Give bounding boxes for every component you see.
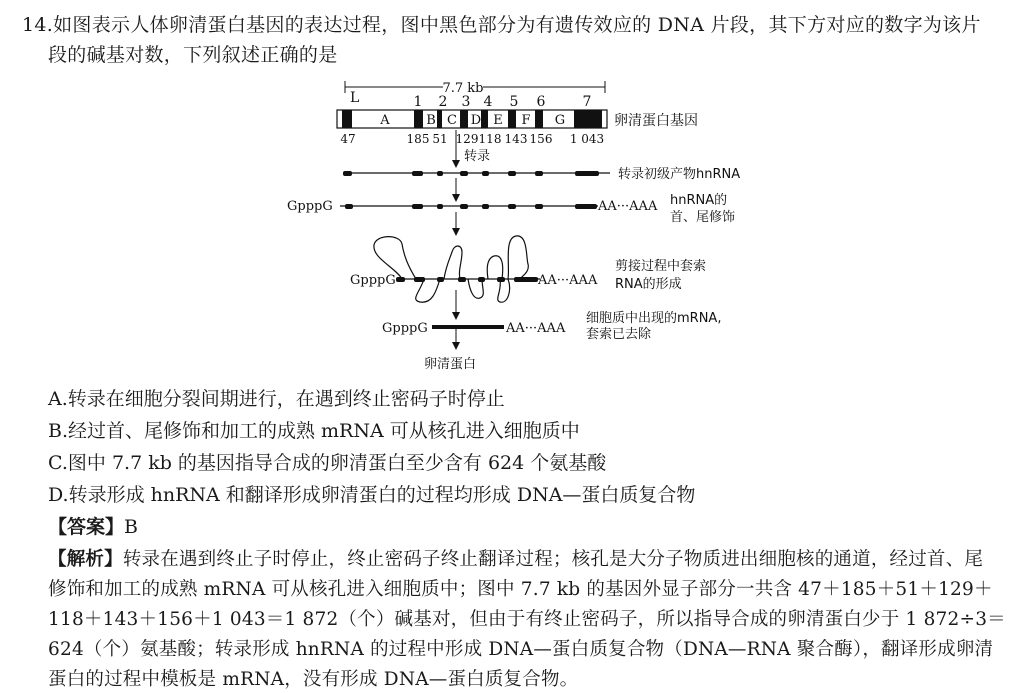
option-d: D.转录形成 hnRNA 和翻译形成卵清蛋白的过程均形成 DNA—蛋白质复合物 <box>48 484 696 506</box>
exon-5 <box>508 110 516 128</box>
exon-label-4: 4 <box>483 94 493 110</box>
modification-arrow <box>452 178 460 202</box>
exon-label-2: 2 <box>438 94 448 110</box>
mature-mrna <box>432 325 504 329</box>
exon-label-6: 6 <box>536 94 546 110</box>
option-a: A.转录在细胞分裂间期进行，在遇到终止密码子时停止 <box>48 388 505 410</box>
bp-2: 51 <box>432 132 448 146</box>
bp-7: 1 043 <box>569 132 605 146</box>
bp-1: 185 <box>406 132 430 146</box>
exon-label-5: 5 <box>509 94 519 110</box>
polya-1: AA···AAA <box>598 199 658 214</box>
exon-label-L: L <box>350 90 360 106</box>
hnrna-strand <box>343 171 610 176</box>
polya-2: AA···AAA <box>538 273 598 288</box>
exon-L <box>342 110 352 128</box>
option-b: B.经过首、尾修饰和加工的成熟 mRNA 可从核孔进入细胞质中 <box>48 420 580 442</box>
intron-C: C <box>447 113 457 128</box>
answer-label: 【答案】 <box>48 516 125 538</box>
modified-hnrna-strand <box>340 204 598 209</box>
hnrna-label: 转录初级产物hnRNA <box>618 167 741 182</box>
exon-7 <box>574 110 602 128</box>
cap-1: GpppG <box>287 199 333 214</box>
answer-value: B <box>124 516 138 538</box>
splicing-lariats <box>374 236 528 302</box>
exon-3 <box>460 110 468 128</box>
scale-label: 7.7 kb <box>442 81 484 96</box>
intron-G: G <box>554 113 566 128</box>
cap-3: GpppG <box>382 321 428 336</box>
intron-E: E <box>493 113 503 128</box>
mrna-label-2: 套索已去除 <box>586 327 652 342</box>
translation-arrow <box>452 329 460 350</box>
exon-label-7: 7 <box>582 94 592 110</box>
explanation-line-2: 修饰和加工的成熟 mRNA 可从核孔进入细胞质中；图中 7.7 kb 的基因外显子部分一共含 47＋185＋51＋129＋ <box>48 579 993 600</box>
exon-label-3: 3 <box>461 94 471 110</box>
explanation-line-3: 118＋143＋156＋1 043＝1 872（个）碱基对，但由于有终止密码子，所以指导合成的卵清蛋白少于 1 872÷3＝ <box>48 609 1006 630</box>
scale-bar <box>345 78 605 96</box>
modify-label-2: 首、尾修饰 <box>670 210 736 225</box>
exon-6 <box>535 110 543 128</box>
splice-label-1: 剪接过程中套索 <box>615 259 707 274</box>
explanation-line-4: 624（个）氨基酸；转录形成 hnRNA 的过程中形成 DNA—蛋白质复合物（DNA—RNA 聚合酶），翻译形成卵清 <box>48 639 994 660</box>
transcription-label: 转录 <box>464 149 491 164</box>
explanation-line-1 <box>48 545 983 571</box>
protein-label: 卵清蛋白 <box>424 357 477 372</box>
gene-label: 卵清蛋白基因 <box>614 113 698 129</box>
splicing-arrow <box>452 212 460 236</box>
question-line-2: 段的碱基对数，下列叙述正确的是 <box>48 44 338 66</box>
intron-B: B <box>426 113 436 128</box>
modify-label-1: hnRNA的 <box>670 193 728 208</box>
intron-F: F <box>521 113 531 128</box>
polya-3: AA···AAA <box>506 321 566 336</box>
explanation-line-5: 蛋白的过程中模板是 mRNA，没有形成 DNA—蛋白质复合物。 <box>48 669 579 690</box>
exon-label-1: 1 <box>413 94 423 110</box>
splice-label-2: RNA的形成 <box>615 277 682 292</box>
cap-2: GpppG <box>350 273 396 288</box>
question-line-1: 14.如图表示人体卵清蛋白基因的表达过程，图中黑色部分为有遗传效应的 DNA 片段，其下方对应的数字为该片 <box>22 14 981 36</box>
mrna-label-1: 细胞质中出现的mRNA, <box>586 311 722 326</box>
intron-D: D <box>470 113 482 128</box>
exon-1 <box>414 110 423 128</box>
answer-line <box>48 512 138 539</box>
export-arrow <box>452 290 460 320</box>
exon-2 <box>437 110 442 128</box>
bp-5: 143 <box>504 132 528 146</box>
explanation-text-1: 转录在遇到终止子时停止，终止密码子终止翻译过程；核孔是大分子物质进出细胞核的通道，经过首、尾 <box>122 549 984 570</box>
intron-A: A <box>380 113 390 128</box>
bp-3: 129 <box>455 132 479 146</box>
explanation-label: 【解析】 <box>48 549 123 570</box>
bp-6: 156 <box>529 132 553 146</box>
option-c: C.图中 7.7 kb 的基因指导合成的卵清蛋白至少含有 624 个氨基酸 <box>48 452 607 474</box>
bp-L: 47 <box>340 132 356 146</box>
exon-4 <box>481 110 488 128</box>
bp-4: 118 <box>478 132 502 146</box>
